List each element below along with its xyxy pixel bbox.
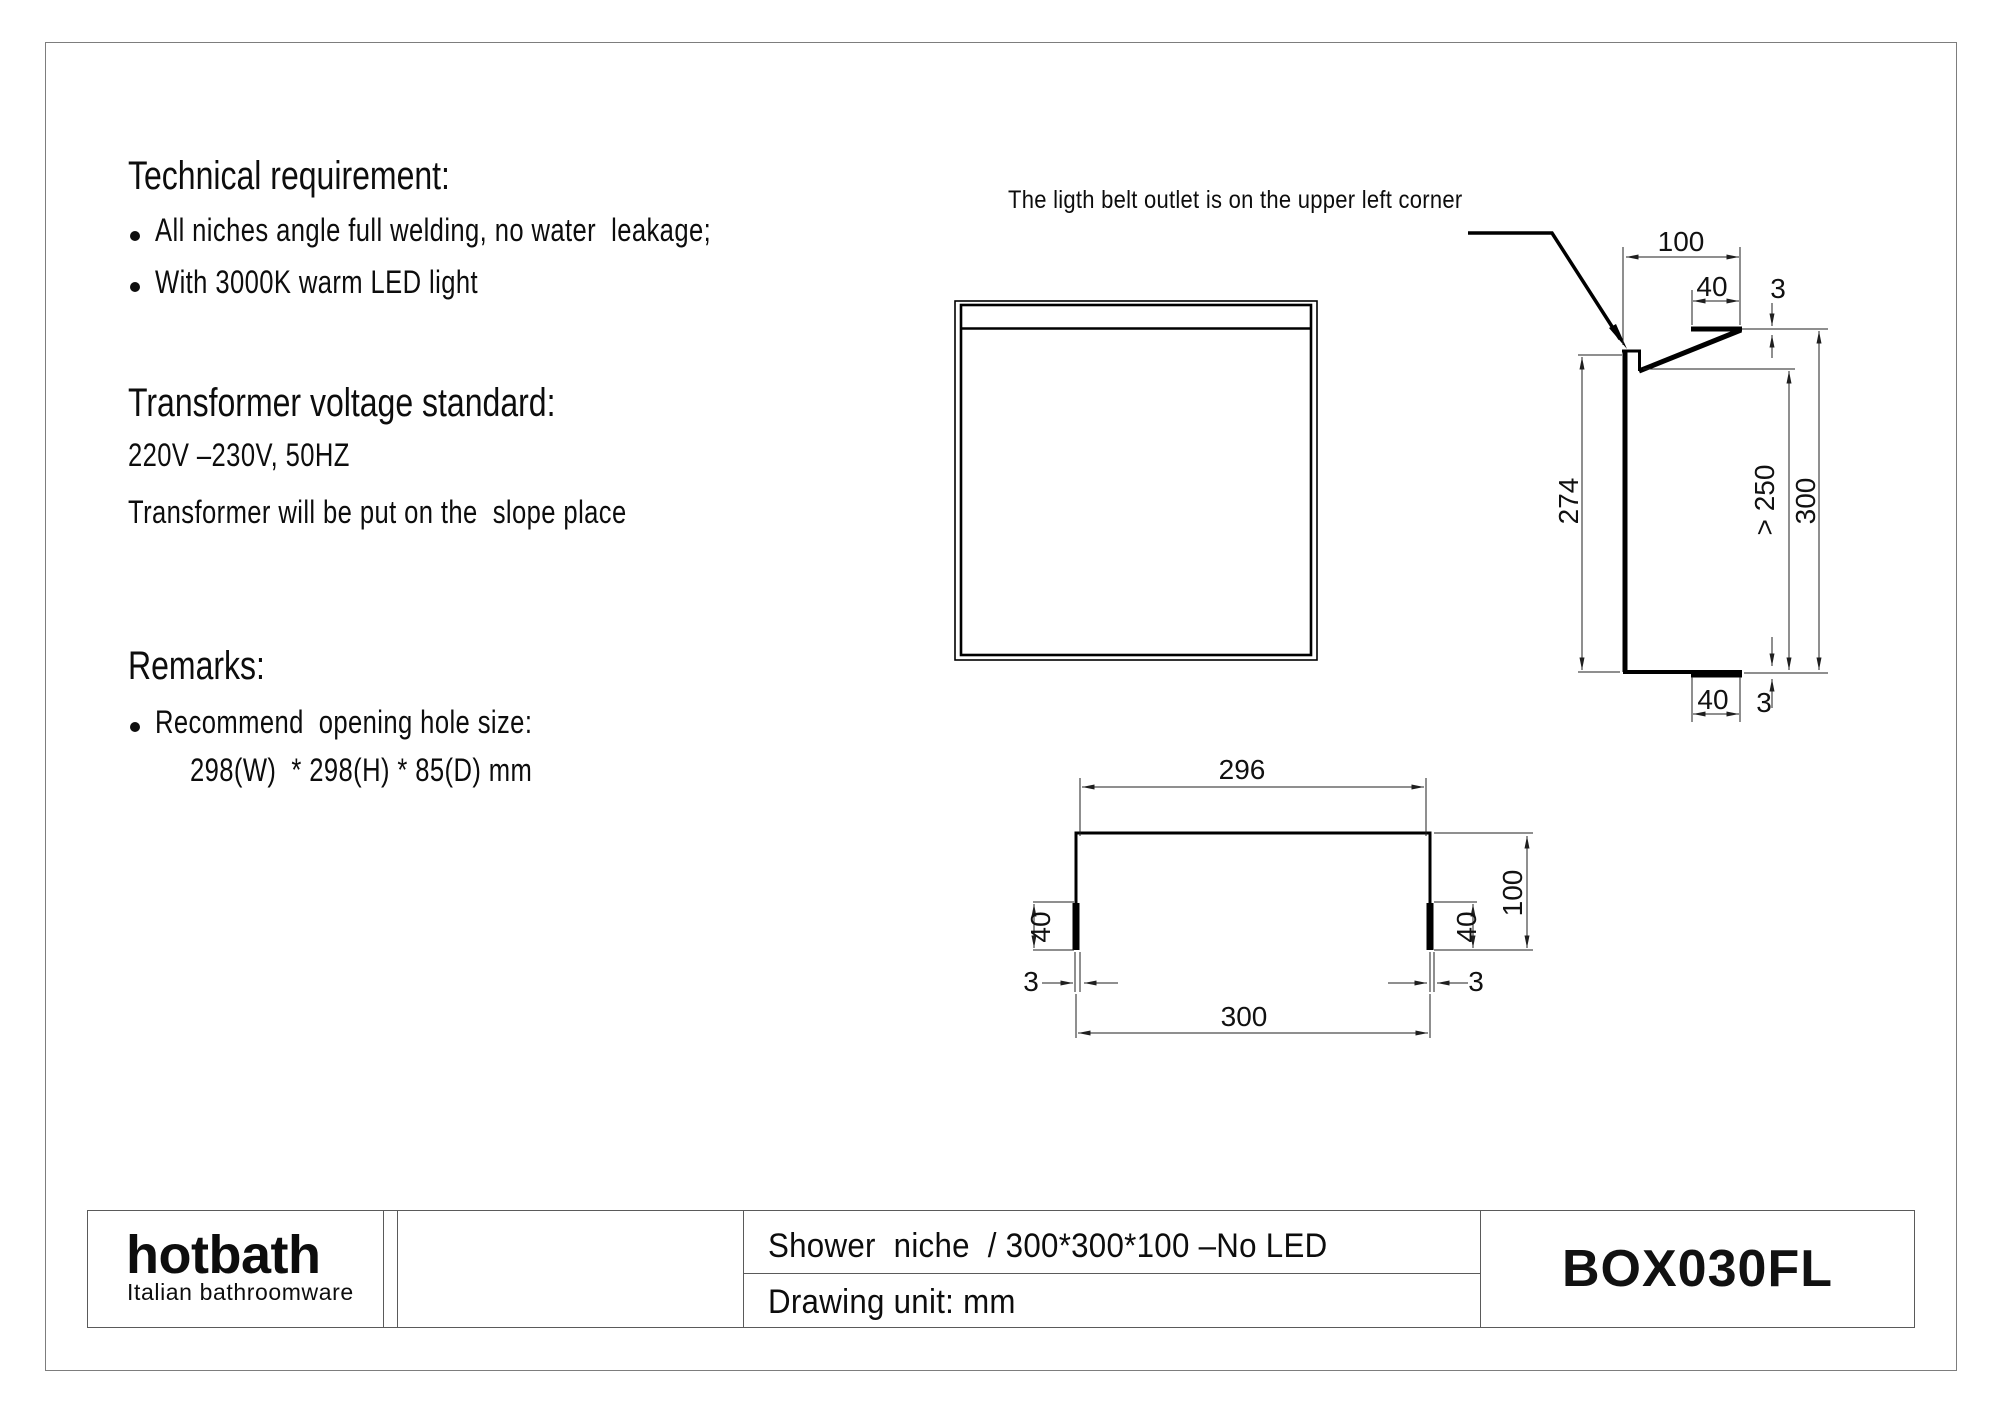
remarks-hole-size: 298(W) * 298(H) * 85(D) mm [190,752,533,788]
transformer-line-1: 220V –230V, 50HZ [128,437,350,473]
dim-top-flange: 40 [1696,271,1728,302]
dim-flange-left: 40 [1025,911,1056,943]
title-block-divider [743,1210,744,1328]
side-view-profile [1622,329,1742,675]
brand-tagline: Italian bathroomware [127,1279,354,1305]
technical-requirement-heading: Technical requirement: [128,154,450,198]
dim-overall-height: 300 [1790,477,1821,525]
transformer-line-2: Transformer will be put on the slope place [128,494,627,530]
dim-flange-right: 40 [1451,911,1482,943]
technical-bullet-1: All niches angle full welding, no water leakage; [155,212,712,248]
brand-logo: hotbath [126,1225,321,1285]
light-belt-annotation: The ligth belt outlet is on the upper left corner [1008,186,1463,214]
dim-inner-width: 296 [1218,754,1266,785]
dim-wall-left: 3 [1023,966,1039,997]
remarks-heading: Remarks: [128,644,265,688]
leader-arrowhead-icon [1609,324,1627,349]
dim-bottom-flange: 40 [1697,684,1729,715]
technical-bullet-2: With 3000K warm LED light [155,264,479,300]
annotation-leader-line [1468,233,1627,349]
product-description: Shower niche / 300*300*100 –No LED [768,1227,1328,1265]
dim-top-thickness: 3 [1770,273,1786,304]
dim-depth: 100 [1497,869,1528,917]
title-block-divider [1480,1210,1481,1328]
bottom-view-dimension-labels [1023,754,1528,1032]
dim-wall-right: 3 [1468,966,1484,997]
remarks-bullet-1: Recommend opening hole size: [155,704,533,740]
dim-inner-height: 274 [1553,477,1584,525]
dim-bottom-thickness: 3 [1756,687,1772,718]
bottom-view-dimensions [1033,778,1533,1038]
front-view [955,301,1317,660]
title-block-row-divider [743,1273,1480,1274]
drawing-unit: Drawing unit: mm [768,1283,1016,1321]
dim-min-clearance: > 250 [1749,464,1780,536]
bottom-view-profile [1075,833,1432,950]
transformer-voltage-heading: Transformer voltage standard: [128,381,556,425]
title-block-divider [383,1210,384,1328]
title-block-divider [397,1210,398,1328]
dim-outer-width: 300 [1220,1001,1268,1032]
dim-top-width: 100 [1657,226,1705,257]
model-code: BOX030FL [1562,1240,1833,1298]
